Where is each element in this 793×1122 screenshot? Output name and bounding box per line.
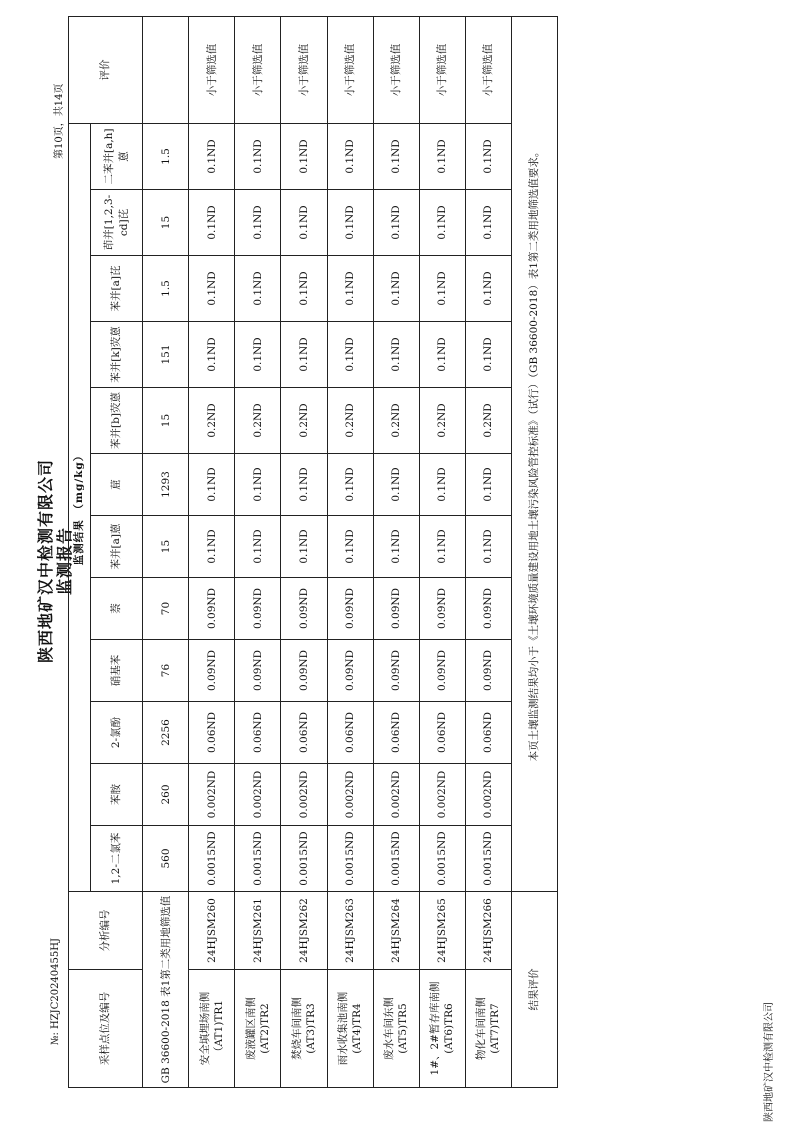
result-value-cell: 0.2ND (465, 388, 511, 454)
result-value-cell: 0.1ND (465, 190, 511, 256)
result-value-cell: 0.1ND (419, 124, 465, 190)
header-analysis-id: 分析编号 (69, 892, 143, 970)
result-value-cell: 0.09ND (465, 640, 511, 702)
result-value-cell: 0.0015ND (373, 826, 419, 892)
result-value-cell: 0.1ND (465, 256, 511, 322)
result-value-cell: 0.1ND (419, 454, 465, 516)
result-value-cell: 0.0015ND (189, 826, 235, 892)
result-value-cell: 0.1ND (235, 516, 281, 578)
result-value-cell: 0.2ND (419, 388, 465, 454)
result-value-cell: 0.1ND (235, 256, 281, 322)
standard-value: 1293 (143, 454, 189, 516)
result-value-cell: 0.1ND (281, 322, 327, 388)
result-value-cell: 0.06ND (419, 702, 465, 764)
result-value-cell: 0.1ND (373, 124, 419, 190)
result-value-cell: 0.1ND (465, 454, 511, 516)
sample-location-cell: 雨水收集池南侧(AT4)TR4 (327, 970, 373, 1088)
pollutant-header: 䓛 (91, 454, 143, 516)
standard-eval-empty (143, 17, 189, 124)
standard-value: 76 (143, 640, 189, 702)
result-value-cell: 0.1ND (419, 190, 465, 256)
result-value-cell: 0.09ND (235, 578, 281, 640)
result-value-cell: 0.0015ND (281, 826, 327, 892)
result-value-cell: 0.09ND (281, 578, 327, 640)
result-value-cell: 0.1ND (327, 322, 373, 388)
analysis-id-cell: 24HJSM261 (235, 892, 281, 970)
pollutant-header: 苯并[k]荧蒽 (91, 322, 143, 388)
evaluation-cell: 小于筛选值 (235, 17, 281, 124)
table-row (327, 17, 373, 1088)
result-value-cell: 0.1ND (373, 256, 419, 322)
result-value-cell: 0.2ND (373, 388, 419, 454)
result-value-cell: 0.1ND (327, 454, 373, 516)
result-value-cell: 0.1ND (327, 256, 373, 322)
standard-row (143, 17, 189, 1088)
standard-value: 15 (143, 190, 189, 256)
result-value-cell: 0.1ND (189, 190, 235, 256)
result-value-cell: 0.0015ND (327, 826, 373, 892)
table-row (189, 17, 235, 1088)
result-value-cell: 0.06ND (281, 702, 327, 764)
analysis-id-cell: 24HJSM260 (189, 892, 235, 970)
header-results-unit: 监测结果 （mg/kg） (69, 124, 91, 892)
standard-value: 70 (143, 578, 189, 640)
result-value-cell: 0.1ND (465, 322, 511, 388)
pollutant-header: 萘 (91, 578, 143, 640)
result-value-cell: 0.1ND (465, 124, 511, 190)
result-value-cell: 0.1ND (465, 516, 511, 578)
sample-location-cell: 废水车间东侧(AT5)TR5 (373, 970, 419, 1088)
footer-company: 陕西地矿汉中检测有限公司 (764, 1002, 775, 1122)
standard-value: 1.5 (143, 256, 189, 322)
evaluation-cell: 小于筛选值 (419, 17, 465, 124)
page-indicator: 第10页，共14页 (54, 83, 65, 159)
pollutant-header: 2-氯酚 (91, 702, 143, 764)
header-evaluation: 评价 (69, 17, 143, 124)
standard-value: 260 (143, 764, 189, 826)
result-value-cell: 0.06ND (373, 702, 419, 764)
result-value-cell: 0.1ND (189, 124, 235, 190)
evaluation-cell: 小于筛选值 (189, 17, 235, 124)
result-value-cell: 0.1ND (281, 454, 327, 516)
table-row (465, 17, 511, 1088)
result-value-cell: 0.09ND (327, 578, 373, 640)
evaluation-cell: 小于筛选值 (327, 17, 373, 124)
evaluation-cell: 小于筛选值 (373, 17, 419, 124)
pollutant-header: 二苯并[a,h]蒽 (91, 124, 143, 190)
result-value-cell: 0.002ND (189, 764, 235, 826)
result-value-cell: 0.1ND (235, 322, 281, 388)
result-value-cell: 0.002ND (465, 764, 511, 826)
result-value-cell: 0.1ND (419, 516, 465, 578)
result-value-cell: 0.09ND (327, 640, 373, 702)
evaluation-cell: 小于筛选值 (281, 17, 327, 124)
table-row (235, 17, 281, 1088)
pollutant-header: 硝基苯 (91, 640, 143, 702)
standard-value: 151 (143, 322, 189, 388)
result-value-cell: 0.1ND (189, 454, 235, 516)
standard-value: 2256 (143, 702, 189, 764)
result-value-cell: 0.09ND (189, 640, 235, 702)
pollutant-header: 苯并[a]芘 (91, 256, 143, 322)
analysis-id-cell: 24HJSM266 (465, 892, 511, 970)
header-sample-location: 采样点位及编号 (69, 970, 143, 1088)
result-value-cell: 0.1ND (235, 454, 281, 516)
result-value-cell: 0.1ND (189, 516, 235, 578)
result-value-cell: 0.0015ND (465, 826, 511, 892)
result-value-cell: 0.002ND (419, 764, 465, 826)
result-value-cell: 0.09ND (189, 578, 235, 640)
result-value-cell: 0.1ND (419, 322, 465, 388)
result-value-cell: 0.1ND (373, 454, 419, 516)
sample-location-cell: 物化车间南侧(AT7)TR7 (465, 970, 511, 1088)
result-value-cell: 0.1ND (373, 190, 419, 256)
pollutant-header: 苯并[b]荧蒽 (91, 388, 143, 454)
analysis-id-cell: 24HJSM262 (281, 892, 327, 970)
result-value-cell: 0.1ND (281, 124, 327, 190)
result-value-cell: 0.1ND (281, 516, 327, 578)
pollutant-header: 苯并[a]蒽 (91, 516, 143, 578)
pollutant-header: 苯胺 (91, 764, 143, 826)
result-value-cell: 0.09ND (281, 640, 327, 702)
pollutant-header: 茚并[1,2,3-cd]芘 (91, 190, 143, 256)
evaluation-cell: 小于筛选值 (465, 17, 511, 124)
result-value-cell: 0.09ND (373, 578, 419, 640)
result-value-cell: 0.1ND (419, 256, 465, 322)
result-value-cell: 0.2ND (281, 388, 327, 454)
report-title: 监测报告 (55, 527, 74, 596)
result-value-cell: 0.06ND (465, 702, 511, 764)
result-value-cell: 0.0015ND (419, 826, 465, 892)
result-value-cell: 0.2ND (327, 388, 373, 454)
result-value-cell: 0.1ND (327, 190, 373, 256)
standard-value: 15 (143, 516, 189, 578)
table-row (419, 17, 465, 1088)
result-value-cell: 0.09ND (419, 578, 465, 640)
result-value-cell: 0.0015ND (235, 826, 281, 892)
result-value-cell: 0.2ND (189, 388, 235, 454)
standard-label: GB 36600-2018 表1第二类用地筛选值 (143, 892, 189, 1088)
result-value-cell: 0.09ND (419, 640, 465, 702)
analysis-id-cell: 24HJSM264 (373, 892, 419, 970)
result-value-cell: 0.1ND (235, 190, 281, 256)
standard-value: 1.5 (143, 124, 189, 190)
result-value-cell: 0.06ND (189, 702, 235, 764)
analysis-id-cell: 24HJSM263 (327, 892, 373, 970)
result-value-cell: 0.1ND (235, 124, 281, 190)
table-row (373, 17, 419, 1088)
sample-location-cell: 安全填埋场南侧（AT1)TR1 (189, 970, 235, 1088)
result-value-cell: 0.06ND (327, 702, 373, 764)
sample-location-cell: 废液罐区南侧(AT2)TR2 (235, 970, 281, 1088)
analysis-id-cell: 24HJSM265 (419, 892, 465, 970)
result-value-cell: 0.06ND (235, 702, 281, 764)
sample-location-cell: 焚烧车间南侧(AT3)TR3 (281, 970, 327, 1088)
conclusion-text: 本页土壤监测结果均小于《土壤环境质量建设用地土壤污染风险管控标准》（试行）（GB 36600-2018）表1第二类用地筛选值要求。 (511, 17, 557, 892)
result-value-cell: 0.1ND (327, 516, 373, 578)
result-value-cell: 0.002ND (327, 764, 373, 826)
result-value-cell: 0.002ND (235, 764, 281, 826)
result-value-cell: 0.1ND (281, 190, 327, 256)
pollutant-header: 1,2-二氯苯 (91, 826, 143, 892)
result-value-cell: 0.1ND (189, 256, 235, 322)
result-value-cell: 0.002ND (281, 764, 327, 826)
result-value-cell: 0.002ND (373, 764, 419, 826)
conclusion-label: 结果评价 (511, 892, 557, 1088)
result-value-cell: 0.1ND (281, 256, 327, 322)
company-title: 陕西地矿汉中检测有限公司 (36, 459, 55, 664)
sample-location-cell: 1#、2#暂存库南侧(AT6)TR6 (419, 970, 465, 1088)
result-value-cell: 0.09ND (373, 640, 419, 702)
result-value-cell: 0.1ND (327, 124, 373, 190)
monitoring-results-table (68, 16, 558, 1088)
result-value-cell: 0.1ND (373, 322, 419, 388)
standard-value: 15 (143, 388, 189, 454)
result-value-cell: 0.09ND (465, 578, 511, 640)
result-value-cell: 0.1ND (373, 516, 419, 578)
report-number: №: HZJC20240455HJ (50, 938, 61, 1045)
standard-value: 560 (143, 826, 189, 892)
result-value-cell: 0.09ND (235, 640, 281, 702)
table-row (281, 17, 327, 1088)
result-value-cell: 0.1ND (189, 322, 235, 388)
conclusion-row (511, 17, 557, 1088)
result-value-cell: 0.2ND (235, 388, 281, 454)
